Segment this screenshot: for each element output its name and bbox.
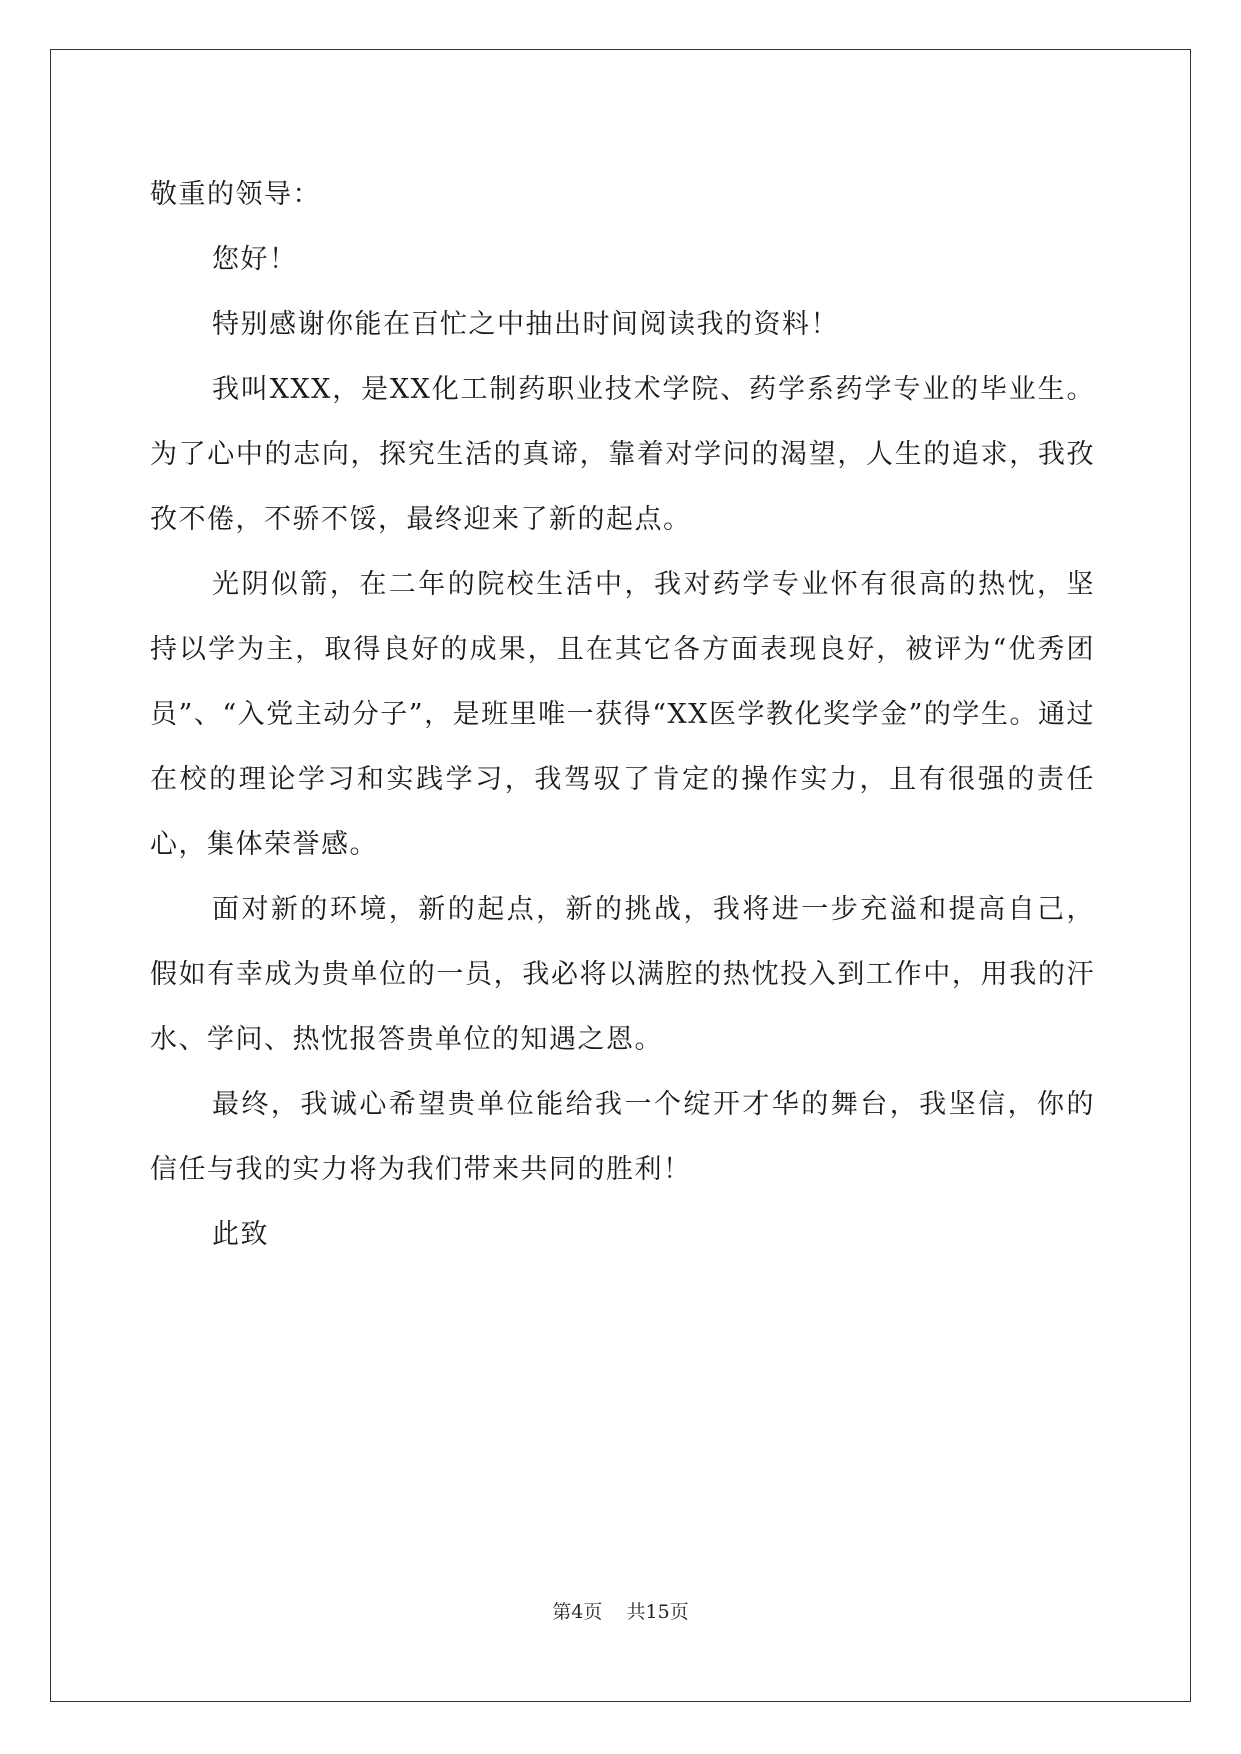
intro-paragraph: 我叫XXX，是XX化工制药职业技术学院、药学系药学专业的毕业生。为了心中的志向，探究生活的真谛，靠着对学问的渴望，人生的追求，我孜孜不倦，不骄不馁，最终迎来了新的起点。 bbox=[150, 374, 1095, 535]
letter-body bbox=[150, 162, 1095, 1267]
valediction: 此致 bbox=[212, 1219, 269, 1250]
commitment-paragraph: 面对新的环境，新的起点，新的挑战，我将进一步充溢和提高自己，假如有幸成为贵单位的一员，我必将以满腔的热忱投入到工作中，用我的汗水、学问、热忱报答贵单位的知遇之恩。 bbox=[150, 894, 1095, 1055]
achievements-paragraph: 光阴似箭，在二年的院校生活中，我对药学专业怀有很高的热忱，坚持以学为主，取得良好的成果，且在其它各方面表现良好，被评为“优秀团员”、“入党主动分子”，是班里唯一获得“XX医学教化奖学金”的学生。通过在校的理论学习和实践学习，我驾驭了肯定的操作实力，且有很强的责任心，集体荣誉感。 bbox=[150, 569, 1095, 860]
closing-paragraph: 最终，我诚心希望贵单位能给我一个绽开才华的舞台，我坚信，你的信任与我的实力将为我们带来共同的胜利！ bbox=[150, 1089, 1095, 1185]
greeting-paragraph: 您好！ bbox=[212, 244, 298, 275]
thanks-paragraph: 特别感谢你能在百忙之中抽出时间阅读我的资料！ bbox=[212, 309, 839, 340]
salutation: 敬重的领导： bbox=[150, 179, 321, 210]
page-number-footer: 第4页 共15页 bbox=[552, 1601, 689, 1623]
